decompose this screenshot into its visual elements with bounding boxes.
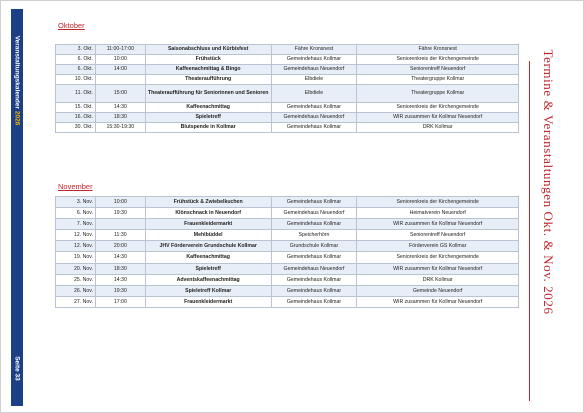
event-place: Gemeindehaus Kollmar [271, 252, 357, 263]
event-title: Mehlbüddel [145, 230, 271, 241]
event-place: Gemeindehaus Neuendorf [271, 263, 357, 274]
table-row [56, 230, 519, 241]
event-place: Speicherhörn [271, 230, 357, 241]
event-organizer: WIR zusammen für Kollmar Neuendorf [357, 263, 519, 274]
event-date: 16. Okt. [56, 113, 96, 123]
event-date: 27. Nov. [56, 296, 96, 307]
event-organizer: WIR zusammen für Kollmar Neuendorf [357, 113, 519, 123]
event-date: 11. Okt. [56, 85, 96, 103]
event-title: Kaffeenachmittag & Bingo [145, 65, 271, 75]
event-title: Klönschnack in Neuendorf [145, 208, 271, 219]
event-place: Grundschule Kollmar [271, 241, 357, 252]
sidebar-year: 2026 [13, 110, 21, 126]
event-place: Gemeindehaus Kollmar [271, 103, 357, 113]
sidebar-title [14, 36, 21, 126]
table-row [56, 296, 519, 307]
event-date: 26. Nov. [56, 285, 96, 296]
table-row [56, 75, 519, 85]
event-organizer: Fähre Kronsnest [357, 45, 519, 55]
event-time [95, 219, 145, 230]
event-place: Gemeindehaus Neuendorf [271, 113, 357, 123]
event-time: 15:00 [95, 85, 145, 103]
event-time: 18:30 [95, 263, 145, 274]
event-organizer: DRK Kollmar [357, 123, 519, 133]
event-place: Gemeindehaus Kollmar [271, 285, 357, 296]
section-heading-november: November [58, 182, 93, 191]
event-time: 14:30 [95, 103, 145, 113]
event-place: Gemeindehaus Kollmar [271, 219, 357, 230]
event-date: 10. Okt. [56, 75, 96, 85]
event-organizer: DRK Kollmar [357, 274, 519, 285]
event-time: 20:00 [95, 241, 145, 252]
event-organizer: WIR zusammen für Kollmar Neuendorf [357, 296, 519, 307]
section-heading-oktober: Oktober [58, 21, 85, 30]
table-row [56, 103, 519, 113]
event-title: Blutspende in Kollmar [145, 123, 271, 133]
event-place: Gemeindehaus Neuendorf [271, 65, 357, 75]
page-number: Seite 33 [13, 356, 21, 381]
table-row [56, 274, 519, 285]
table-row [56, 219, 519, 230]
event-title: Spieletreff [145, 263, 271, 274]
table-row [56, 65, 519, 75]
event-title: Frühstück & Zwiebelkuchen [145, 197, 271, 208]
event-organizer: Seniorentreff Neuendorf [357, 65, 519, 75]
side-title-text: Termine & Veranstaltungen Okt. & Nov. 2026 [541, 49, 556, 315]
table-row [56, 197, 519, 208]
event-title: Frauenkleidermarkt [145, 219, 271, 230]
event-title: Adventskaffeenachmittag [145, 274, 271, 285]
event-title: Spieletreff Kollmar [145, 285, 271, 296]
sidebar-title-text: Veranstaltungskalender [13, 35, 21, 110]
event-title: Kaffeenachmittag [145, 252, 271, 263]
event-title: Spieletreff [145, 113, 271, 123]
event-time: 11:30 [95, 230, 145, 241]
event-organizer: Förderverein GS Kollmar [357, 241, 519, 252]
table-row [56, 241, 519, 252]
event-organizer: WIR zusammen für Kollmar Neuendorf [357, 219, 519, 230]
event-place: Gemeindehaus Kollmar [271, 296, 357, 307]
event-date: 6. Okt. [56, 65, 96, 75]
event-date: 25. Nov. [56, 274, 96, 285]
event-date: 3. Okt. [56, 45, 96, 55]
event-date: 15. Okt. [56, 103, 96, 113]
event-date: 30. Okt. [56, 123, 96, 133]
event-place: Gemeindehaus Kollmar [271, 55, 357, 65]
table-row [56, 123, 519, 133]
table-row [56, 113, 519, 123]
event-time: 18:30 [95, 113, 145, 123]
event-time: 10:00 [95, 55, 145, 65]
right-accent-line [529, 61, 530, 401]
table-row [56, 85, 519, 103]
event-title: Theateraufführung [145, 75, 271, 85]
side-title [531, 17, 565, 347]
events-table-oktober [55, 44, 519, 133]
event-organizer: Gemeinde Neuendorf [357, 285, 519, 296]
event-place: Gemeindehaus Neuendorf [271, 208, 357, 219]
event-title: Kaffeenachmittag [145, 103, 271, 113]
event-place: Elbdiele [271, 85, 357, 103]
event-organizer: Theatergruppe Kollmar [357, 75, 519, 85]
table-row [56, 263, 519, 274]
event-organizer: Seniorenkreis der Kirchengemeinde [357, 55, 519, 65]
event-date: 7. Nov. [56, 219, 96, 230]
table-row [56, 55, 519, 65]
table-row [56, 45, 519, 55]
event-time: 14:30 [95, 252, 145, 263]
event-date: 6. Nov. [56, 208, 96, 219]
event-date: 19. Nov. [56, 252, 96, 263]
event-organizer: Theatergruppe Kollmar [357, 85, 519, 103]
event-time: 19:30 [95, 285, 145, 296]
event-time: 17:00 [95, 296, 145, 307]
event-title: Frauenkleidermarkt [145, 296, 271, 307]
event-time: 14:00 [95, 65, 145, 75]
event-date: 20. Nov. [56, 263, 96, 274]
event-place: Gemeindehaus Kollmar [271, 274, 357, 285]
table-row [56, 208, 519, 219]
event-place: Gemeindehaus Kollmar [271, 197, 357, 208]
event-organizer: Seniorenkreis der Kirchengemeinde [357, 103, 519, 113]
event-place: Elbdiele [271, 75, 357, 85]
event-title: Frühstück [145, 55, 271, 65]
event-organizer: Seniorenkreis der Kirchengemeinde [357, 197, 519, 208]
event-title: Saisonabschluss und Kürbisfest [145, 45, 271, 55]
event-time [95, 75, 145, 85]
events-table-november [55, 196, 519, 308]
table-row [56, 285, 519, 296]
event-time: 10:00 [95, 197, 145, 208]
event-place: Gemeindehaus Kollmar [271, 123, 357, 133]
event-organizer: Seniorentreff Neuendorf [357, 230, 519, 241]
event-time: 19:30 [95, 208, 145, 219]
event-organizer: Heimatverein Neuendorf [357, 208, 519, 219]
event-title: JHV Förderverein Grundschule Kollmar [145, 241, 271, 252]
event-time: 14:30 [95, 274, 145, 285]
sidebar-band [11, 9, 23, 406]
event-date: 12. Nov. [56, 241, 96, 252]
event-date: 12. Nov. [56, 230, 96, 241]
event-date: 3. Nov. [56, 197, 96, 208]
event-organizer: Seniorenkreis der Kirchengemeinde [357, 252, 519, 263]
event-place: Fähre Kronsnest [271, 45, 357, 55]
table-row [56, 252, 519, 263]
event-title: Theateraufführung für Seniorinnen und Senioren [145, 85, 271, 103]
event-time: 11:00-17:00 [95, 45, 145, 55]
event-time: 15:30-19:30 [95, 123, 145, 133]
event-date: 6. Okt. [56, 55, 96, 65]
